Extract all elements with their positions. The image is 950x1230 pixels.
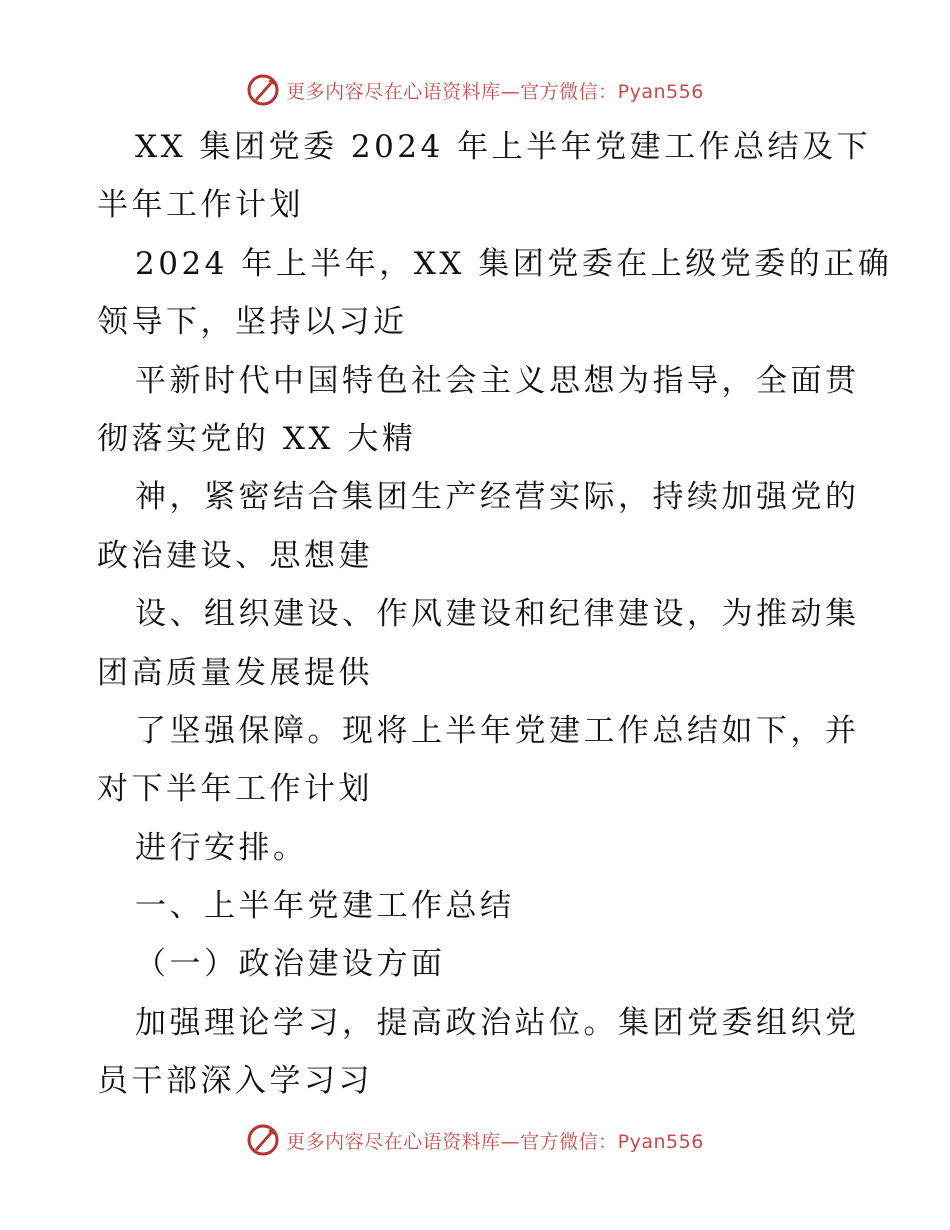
text-line: 半年工作计划 [97,187,304,224]
quill-logo-icon [246,1123,280,1157]
text-line: 员干部深入学习习 [97,1063,373,1100]
watermark-text: 更多内容尽在心语资料库—官方微信：Pyan556 [286,80,704,103]
document-body [97,118,893,1111]
text-line: 团高质量发展提供 [97,654,373,691]
text-line: 平新时代中国特色社会主义思想为指导，全面贯 [135,362,860,399]
text-line: （一）政治建设方面 [135,946,446,983]
watermark-footer [0,1120,950,1160]
text-line: 2024 年上半年，XX 集团党委在上级党委的正确 [135,245,893,282]
text-line: 神，紧密结合集团生产经营实际，持续加强党的 [135,479,860,516]
text-line: 加强理论学习，提高政治站位。集团党委组织党 [135,1004,860,1041]
text-line: 领导下，坚持以习近 [97,304,408,341]
text-line: XX 集团党委 2024 年上半年党建工作总结及下 [135,129,872,165]
watermark-header [0,70,950,110]
text-line: 对下半年工作计划 [97,771,373,808]
text-line: 进行安排。 [135,829,308,866]
text-line: 了坚强保障。现将上半年党建工作总结如下，并 [135,712,860,749]
text-line: 政治建设、思想建 [97,537,373,574]
text-line: 设、组织建设、作风建设和纪律建设，为推动集 [135,596,860,633]
text-line: 一、上半年党建工作总结 [135,888,515,925]
text-line: 彻落实党的 XX 大精 [97,420,417,457]
watermark-text: 更多内容尽在心语资料库—官方微信：Pyan556 [286,1130,704,1153]
quill-logo-icon [246,73,280,107]
